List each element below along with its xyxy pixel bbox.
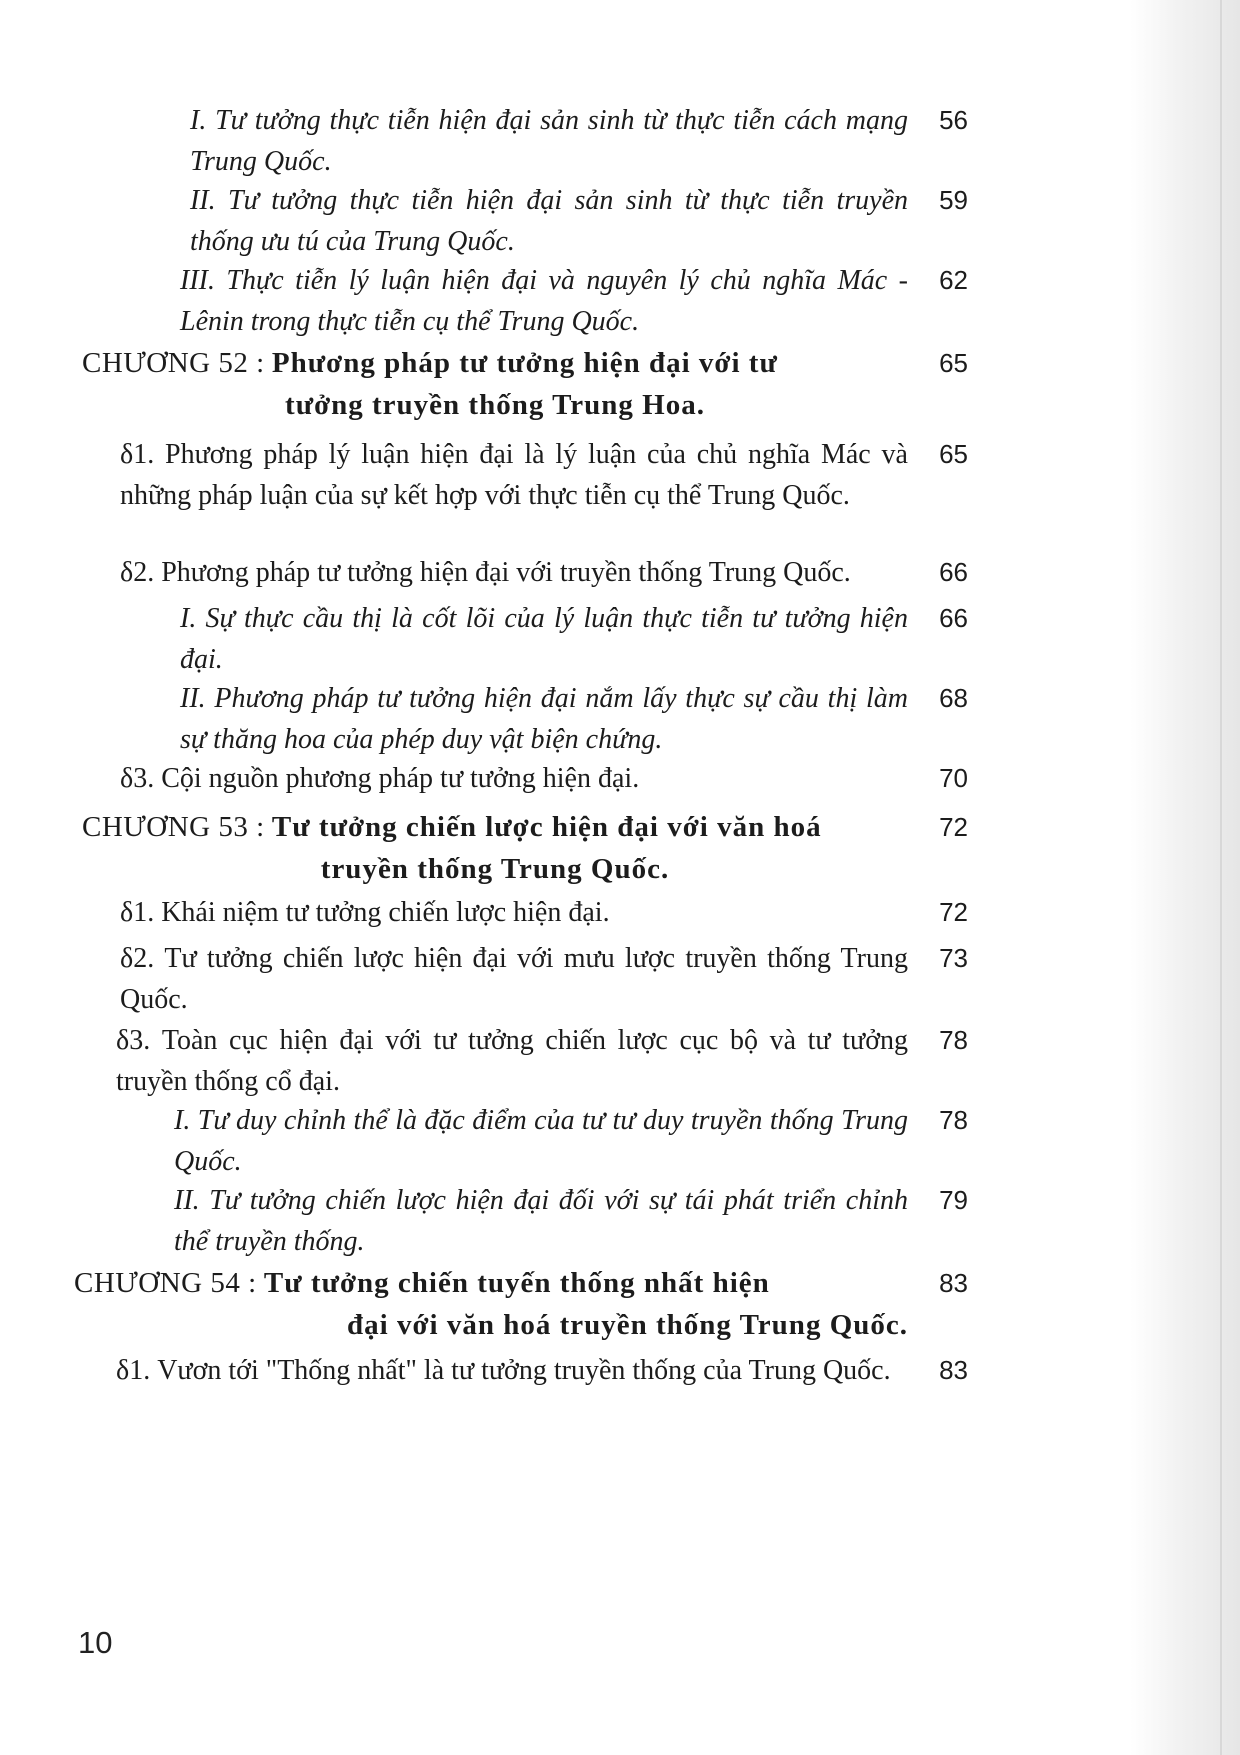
- toc-section: [120, 758, 968, 799]
- toc-subitem: [180, 260, 968, 342]
- toc-entry-text: δ1. Khái niệm tư tưởng chiến lược hiện đại.: [120, 897, 610, 928]
- toc-chapter: [82, 806, 968, 890]
- toc-page-number: 83: [939, 1268, 968, 1298]
- toc-subitem: [174, 1100, 968, 1182]
- toc-entry-text: II. Tư tưởng thực tiễn hiện đại sản sinh từ thực tiễn truyền thống ưu tú của Trung Quốc.: [190, 185, 908, 257]
- toc-entry-text: δ2. Phương pháp tư tưởng hiện đại với truyền thống Trung Quốc.: [120, 557, 851, 588]
- chapter-line-1: [82, 342, 908, 384]
- chapter-title-line-2: tưởng truyền thống Trung Hoa.: [285, 389, 705, 421]
- toc-page-number: 65: [939, 348, 968, 378]
- toc-chapter: [82, 342, 968, 426]
- toc-entry-text: δ3. Toàn cục hiện đại với tư tưởng chiến lược cục bộ và tư tưởng truyền thống cổ đại.: [116, 1025, 908, 1097]
- toc-page-number: 70: [939, 763, 968, 793]
- toc-page-number: 83: [939, 1355, 968, 1385]
- toc-entry-text: δ3. Cội nguồn phương pháp tư tưởng hiện đại.: [120, 763, 640, 794]
- toc-page-number: 65: [939, 439, 968, 469]
- toc-page-number: 78: [939, 1025, 968, 1055]
- toc-subitem: [174, 1180, 968, 1262]
- toc-page-number: 66: [939, 557, 968, 587]
- chapter-title-line-1: Tư tưởng chiến lược hiện đại với văn hoá: [271, 811, 822, 843]
- toc-page-number: 78: [939, 1105, 968, 1135]
- toc-section: [120, 938, 968, 1020]
- toc-section: [120, 892, 968, 933]
- toc-subitem: [180, 678, 968, 760]
- chapter-line-1: [74, 1262, 908, 1304]
- toc-section: [120, 552, 968, 593]
- toc-page-number: 62: [939, 265, 968, 295]
- toc-page-number: 66: [939, 603, 968, 633]
- chapter-line-1: [82, 806, 908, 848]
- chapter-title-line-1: Phương pháp tư tưởng hiện đại với tư: [271, 347, 778, 379]
- toc-section: [116, 1020, 968, 1102]
- toc-entry-text: II. Tư tưởng chiến lược hiện đại đối với sự tái phát triển chỉnh thể truyền thống.: [174, 1185, 908, 1257]
- page-edge-shadow: [1130, 0, 1240, 1755]
- page-number: 10: [78, 1625, 113, 1660]
- chapter-title-line-2: đại với văn hoá truyền thống Trung Quốc.: [347, 1309, 908, 1341]
- toc-page-number: 79: [939, 1185, 968, 1215]
- toc-subitem: [190, 180, 968, 262]
- toc-page-number: 59: [939, 185, 968, 215]
- chapter-title-line-1: Tư tưởng chiến tuyến thống nhất hiện: [263, 1267, 770, 1299]
- toc-subitem: [190, 100, 968, 182]
- chapter-label: CHƯƠNG 54 :: [74, 1267, 257, 1299]
- chapter-title-line-2: truyền thống Trung Quốc.: [320, 853, 670, 885]
- toc-entry-text: I. Tư duy chỉnh thể là đặc điểm của tư tư duy truyền thống Trung Quốc.: [174, 1105, 908, 1177]
- toc-chapter: [74, 1262, 968, 1346]
- toc-section: [116, 1350, 968, 1391]
- toc-entry-text: I. Tư tưởng thực tiễn hiện đại sản sinh từ thực tiễn cách mạng Trung Quốc.: [190, 105, 908, 177]
- chapter-label: CHƯƠNG 53 :: [82, 811, 265, 843]
- toc-page-number: 72: [939, 812, 968, 842]
- toc-entry-text: δ1. Vươn tới "Thống nhất" là tư tưởng truyền thống của Trung Quốc.: [116, 1355, 891, 1386]
- toc-page-number: 73: [939, 943, 968, 973]
- toc-page-number: 72: [939, 897, 968, 927]
- page-edge-line: [1220, 0, 1222, 1755]
- toc-page-number: 56: [939, 105, 968, 135]
- toc-entry-text: δ1. Phương pháp lý luận hiện đại là lý luận của chủ nghĩa Mác và những pháp luận của sự kết hợp với thực tiễn cụ thể Trung Quốc.: [120, 439, 908, 511]
- toc-section: [120, 434, 968, 516]
- toc-entry-text: δ2. Tư tưởng chiến lược hiện đại với mưu lược truyền thống Trung Quốc.: [120, 943, 908, 1015]
- toc-entry-text: I. Sự thực cầu thị là cốt lõi của lý luận thực tiễn tư tưởng hiện đại.: [180, 603, 908, 675]
- chapter-label: CHƯƠNG 52 :: [82, 347, 265, 379]
- toc-subitem: [180, 598, 968, 680]
- toc-page-number: 68: [939, 683, 968, 713]
- toc-entry-text: II. Phương pháp tư tưởng hiện đại nắm lấy thực sự cầu thị làm sự thăng hoa của phép duy vật biện chứng.: [180, 683, 908, 755]
- toc-entry-text: III. Thực tiễn lý luận hiện đại và nguyên lý chủ nghĩa Mác - Lênin trong thực tiễn cụ thể Trung Quốc.: [180, 265, 908, 337]
